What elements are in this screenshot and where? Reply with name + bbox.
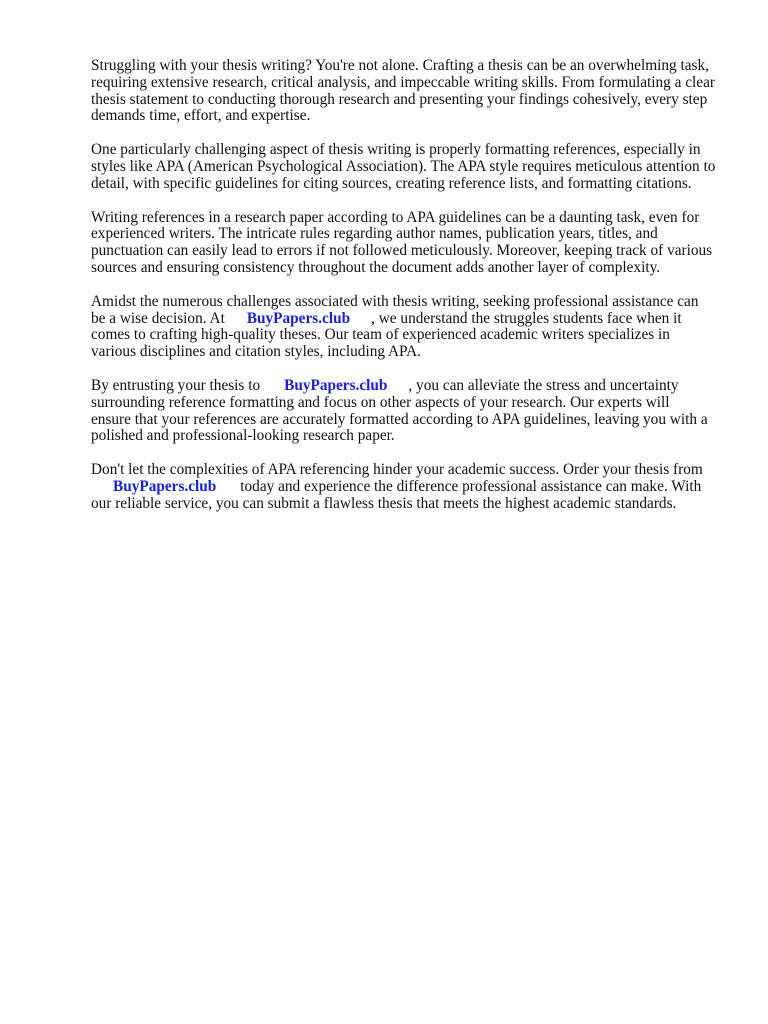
buypapers-link[interactable]: BuyPapers.club — [284, 376, 388, 394]
paragraph-entrusting — [91, 378, 741, 445]
line-text: , we understand the struggles students face when it — [371, 309, 682, 327]
paragraph-line: demands time, effort, and expertise. — [91, 107, 311, 125]
line-text: By entrusting your thesis to — [91, 376, 261, 394]
paragraph-call-to-action — [91, 462, 741, 512]
paragraph-line: ensure that your references are accurately formatted according to APA guidelines, leaving you with a — [91, 410, 708, 428]
document-page — [91, 58, 741, 530]
paragraph-line — [91, 378, 741, 395]
paragraph-line: punctuation can easily lead to errors if not followed meticulously. Moreover, keeping track of various — [91, 242, 713, 260]
paragraph-line: surrounding reference formatting and focus on other aspects of your research. Our experts will — [91, 393, 670, 411]
paragraph-line: polished and professional-looking research paper. — [91, 427, 395, 445]
paragraph-line: Struggling with your thesis writing? You're not alone. Crafting a thesis can be an overwhelming task, — [91, 57, 709, 74]
paragraph-line: experienced writers. The intricate rules regarding author names, publication years, titles, and — [91, 225, 658, 243]
paragraph-line: various disciplines and citation styles, including APA. — [91, 343, 421, 361]
paragraph-line: comes to crafting high-quality theses. Our team of experienced academic writers specializes in — [91, 326, 670, 344]
paragraph-line: One particularly challenging aspect of thesis writing is properly formatting references, especially in — [91, 141, 701, 159]
paragraph-intro — [91, 58, 741, 125]
line-text: , you can alleviate the stress and uncertainty — [408, 376, 679, 394]
paragraph-line: Amidst the numerous challenges associated with thesis writing, seeking professional assistance can — [91, 292, 699, 310]
paragraph-line: sources and ensuring consistency throughout the document adds another layer of complexity. — [91, 258, 661, 276]
line-text: be a wise decision. At — [91, 309, 225, 327]
line-text: today and experience the difference professional assistance can make. With — [240, 477, 702, 495]
paragraph-line — [91, 479, 741, 496]
paragraph-assistance — [91, 294, 741, 361]
paragraph-line: Writing references in a research paper according to APA guidelines can be a daunting task, even for — [91, 208, 700, 226]
paragraph-line: thesis statement to conducting thorough research and presenting your findings cohesively, every step — [91, 90, 708, 108]
paragraph-line: requiring extensive research, critical analysis, and impeccable writing skills. From formulating a clear — [91, 73, 715, 91]
paragraph-apa-challenge — [91, 142, 741, 192]
paragraph-line: our reliable service, you can submit a flawless thesis that meets the highest academic standards. — [91, 494, 677, 512]
paragraph-references — [91, 210, 741, 277]
paragraph-line: styles like APA (American Psychological Association). The APA style requires meticulous attention to — [91, 157, 716, 175]
paragraph-line — [91, 311, 741, 328]
buypapers-link[interactable]: BuyPapers.club — [113, 477, 217, 495]
paragraph-line: detail, with specific guidelines for citing sources, creating reference lists, and formatting citations. — [91, 174, 692, 192]
buypapers-link[interactable]: BuyPapers.club — [246, 309, 351, 327]
paragraph-line: Don't let the complexities of APA referencing hinder your academic success. Order your thesis from — [91, 461, 703, 479]
